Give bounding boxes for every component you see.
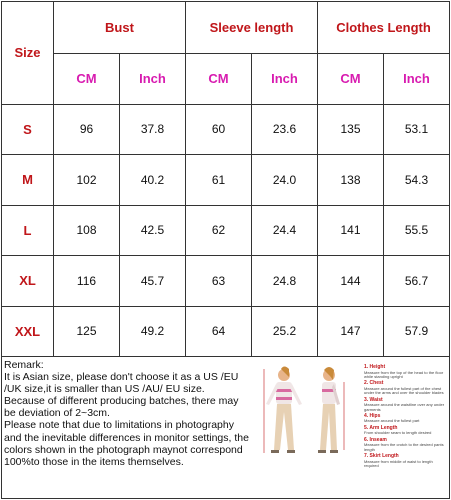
measurement-figure-illustration	[254, 361, 364, 495]
table-row	[2, 256, 450, 307]
group-header-row	[2, 2, 450, 54]
sleeve-inch: 24.4	[252, 205, 318, 256]
remark-line: Please note that due to limitations in photography and the inevitable differences in monitor settings, the colors shown in the photograph maynot correspond 100%to those in the items themselves.	[4, 419, 249, 468]
bust-cm: 102	[54, 155, 120, 206]
bust-cm: 96	[54, 104, 120, 155]
table-row	[2, 306, 450, 357]
length-cm: 135	[318, 104, 384, 155]
size-label: XL	[2, 256, 54, 307]
unit-header: CM	[318, 54, 384, 105]
sleeve-inch: 24.8	[252, 256, 318, 307]
measurement-item: 6. Inseam Measure from the crotch to the desired pants length	[364, 436, 444, 452]
measurement-item: 2. Chest Measure around the fullest part of the chest under the arms and over the shoulder blades	[364, 380, 444, 396]
bust-cm: 116	[54, 256, 120, 307]
measurement-guide	[254, 361, 448, 495]
table-row	[2, 104, 450, 155]
unit-header-row	[2, 54, 450, 105]
length-inch: 54.3	[384, 155, 450, 206]
length-inch: 53.1	[384, 104, 450, 155]
sleeve-cm: 64	[186, 306, 252, 357]
length-inch: 57.9	[384, 306, 450, 357]
sleeve-cm: 60	[186, 104, 252, 155]
group-header-sleeve-length: Sleeve length	[186, 2, 318, 54]
sleeve-cm: 61	[186, 155, 252, 206]
length-cm: 141	[318, 205, 384, 256]
unit-header: CM	[54, 54, 120, 105]
size-header: Size	[2, 2, 54, 105]
notes-section	[1, 357, 450, 499]
remark-line: It is Asian size, please don't choose it as a US /EU /UK size,it is smaller than US /AU/ EU size.	[4, 371, 239, 396]
group-header-clothes-length: Clothes Length	[318, 2, 450, 54]
table-row	[2, 155, 450, 206]
sleeve-inch: 25.2	[252, 306, 318, 357]
unit-header: Inch	[252, 54, 318, 105]
measurement-item: 3. Waist Measure around the waistline over any under garments	[364, 396, 445, 412]
measurement-item: 5. Arm Length From shoulder seam to length desired	[364, 424, 432, 436]
bust-cm: 125	[54, 306, 120, 357]
size-label: XXL	[2, 306, 54, 357]
group-header-bust: Bust	[54, 2, 186, 54]
sleeve-cm: 63	[186, 256, 252, 307]
measurement-item: 4. Hips Measure around the fullest part	[364, 412, 420, 424]
length-cm: 144	[318, 256, 384, 307]
sleeve-cm: 62	[186, 205, 252, 256]
side-figure	[318, 367, 344, 453]
table-row	[2, 205, 450, 256]
size-label: L	[2, 205, 54, 256]
front-figure	[264, 367, 302, 454]
unit-header: Inch	[120, 54, 186, 105]
bust-inch: 40.2	[120, 155, 186, 206]
bust-cm: 108	[54, 205, 120, 256]
length-cm: 138	[318, 155, 384, 206]
sleeve-inch: 24.0	[252, 155, 318, 206]
bust-inch: 42.5	[120, 205, 186, 256]
measurement-item: 7. Skirt Length Measure from middle of waist to length required	[364, 453, 433, 468]
bust-inch: 45.7	[120, 256, 186, 307]
bust-inch: 49.2	[120, 306, 186, 357]
length-inch: 55.5	[384, 205, 450, 256]
size-table	[1, 1, 450, 357]
bust-inch: 37.8	[120, 104, 186, 155]
remark-heading: Remark:	[4, 359, 44, 371]
length-inch: 56.7	[384, 256, 450, 307]
unit-header: Inch	[384, 54, 450, 105]
unit-header: CM	[186, 54, 252, 105]
size-label: M	[2, 155, 54, 206]
measurement-instructions	[364, 365, 448, 470]
sleeve-inch: 23.6	[252, 104, 318, 155]
remark-text	[4, 359, 251, 468]
remark-line: Because of different producing batches, there may be deviation of 2~3cm.	[4, 395, 239, 420]
size-label: S	[2, 104, 54, 155]
length-cm: 147	[318, 306, 384, 357]
measurement-item: 1. Height Measure from the top of the head to the floor while standing upright	[364, 364, 444, 379]
